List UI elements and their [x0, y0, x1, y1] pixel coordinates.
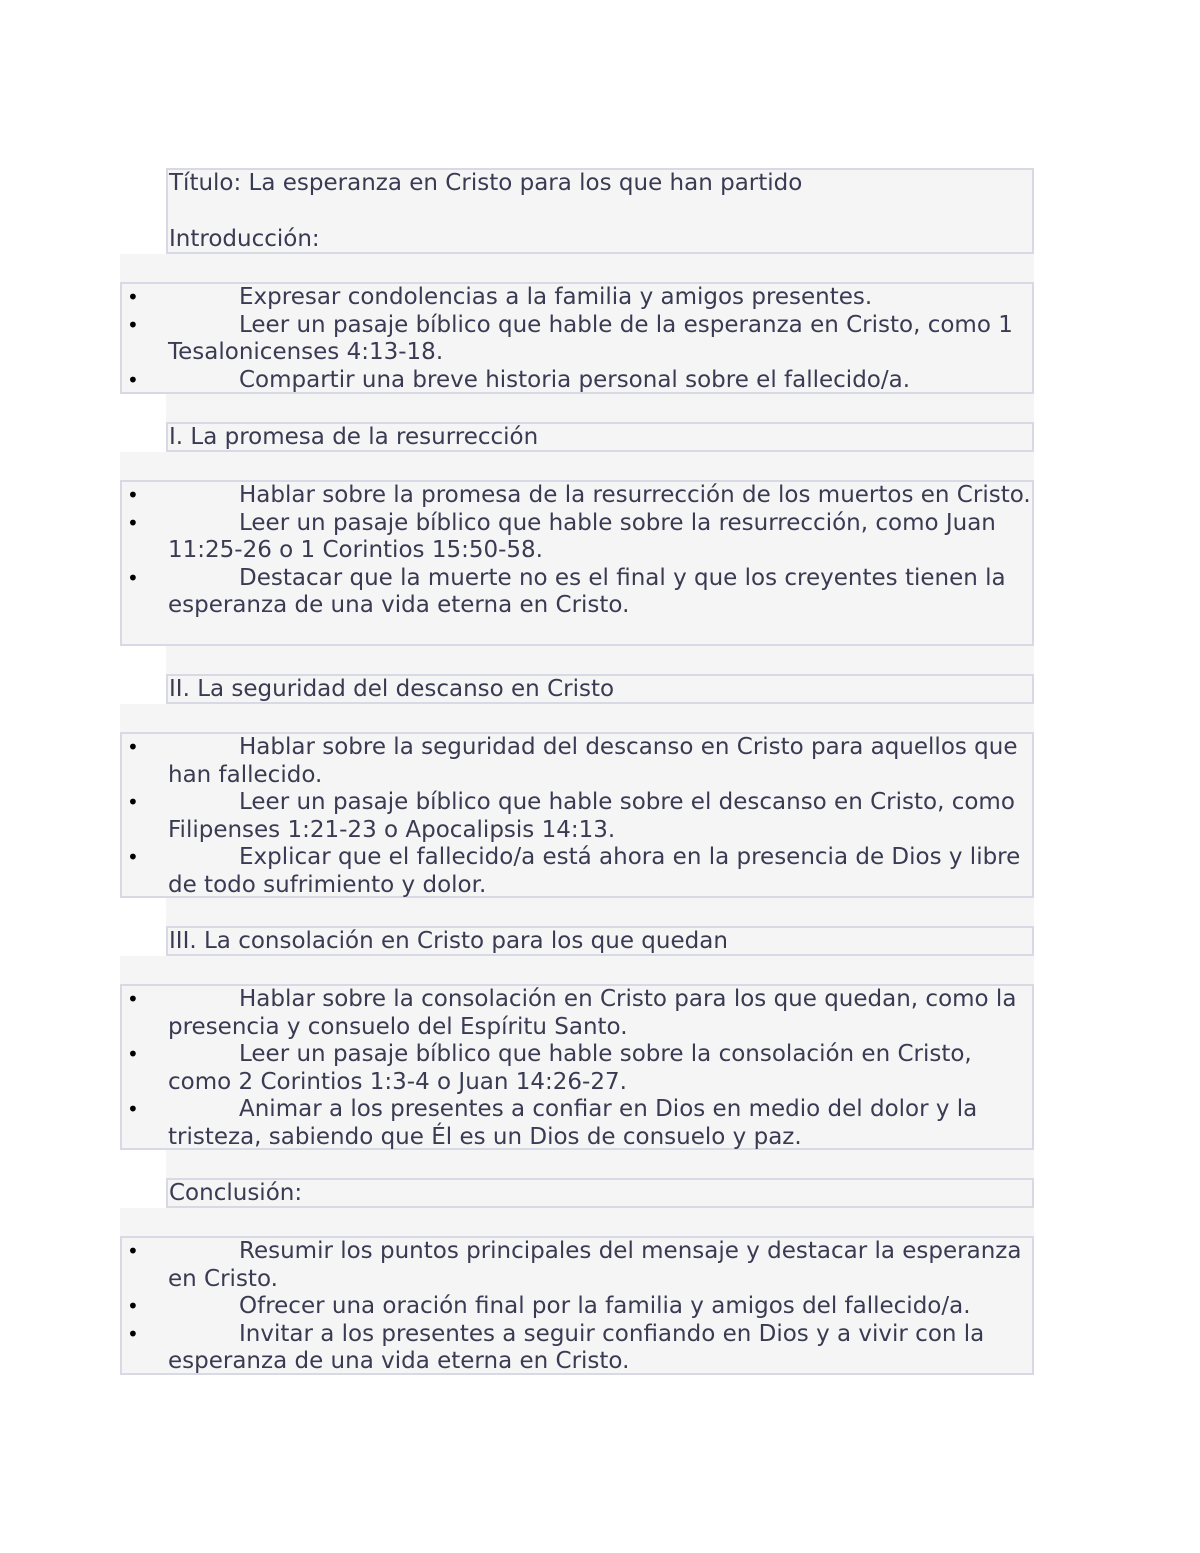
list-item: • Leer un pasaje bíblico que hable sobre la consolación en Cristo, como 2 Corintios 1:3-4 o Juan 14:26-27.: [127, 1041, 972, 1095]
section-1-list: [120, 480, 1034, 646]
section-heading-intro: Introducción:: [169, 226, 320, 252]
list-item: • Resumir los puntos principales del mensaje y destacar la esperanza en Cristo.: [127, 1238, 1022, 1292]
list-item: • Hablar sobre la promesa de la resurrección de los muertos en Cristo.: [127, 482, 1031, 508]
section-heading-3: III. La consolación en Cristo para los que quedan: [169, 928, 728, 954]
list-item: • Animar a los presentes a confiar en Dios en medio del dolor y la tristeza, sabiendo que Él es un Dios de consuelo y paz.: [127, 1096, 978, 1150]
list-item: • Leer un pasaje bíblico que hable de la esperanza en Cristo, como 1 Tesalonicenses 4:13-18.: [127, 311, 1013, 365]
bullet-icon: •: [127, 1294, 139, 1318]
bullet-icon: •: [127, 735, 139, 759]
list-item: • Hablar sobre la seguridad del descanso en Cristo para aquellos que han fallecido.: [127, 734, 1018, 788]
spacer: [120, 254, 1034, 282]
conclusion-list: [120, 1236, 1034, 1375]
list-item: • Leer un pasaje bíblico que hable sobre el descanso en Cristo, como Filipenses 1:21-23 o Apocalipsis 14:13.: [127, 789, 1015, 843]
list-item: • Expresar condolencias a la familia y amigos presentes.: [127, 284, 873, 310]
spacer: [120, 1208, 1034, 1236]
section-heading-box: [166, 422, 1034, 452]
spacer: [120, 452, 1034, 480]
bullet-icon: •: [127, 987, 139, 1011]
bullet-icon: •: [127, 1097, 139, 1121]
section-heading-box: [166, 1178, 1034, 1208]
bullet-icon: •: [127, 565, 139, 590]
section-heading-2: II. La seguridad del descanso en Cristo: [169, 676, 615, 702]
bullet-icon: •: [127, 510, 139, 535]
bullet-icon: •: [127, 845, 139, 869]
list-item: • Ofrecer una oración final por la familia y amigos del fallecido/a.: [127, 1293, 971, 1319]
spacer: [166, 1150, 1034, 1178]
spacer: [120, 704, 1034, 732]
title-box: [166, 168, 1034, 254]
intro-list: [120, 282, 1034, 394]
section-2-list: [120, 732, 1034, 898]
bullet-icon: •: [127, 312, 139, 337]
list-item: • Destacar que la muerte no es el final y que los creyentes tienen la esperanza de una vida eterna en Cristo.: [127, 564, 1006, 618]
bullet-icon: •: [127, 1042, 139, 1066]
spacer: [120, 956, 1034, 984]
spacer: [166, 898, 1034, 926]
document-title: Título: La esperanza en Cristo para los que han partido: [169, 170, 803, 196]
list-item: • Invitar a los presentes a seguir confiando en Dios y a vivir con la esperanza de una vida eterna en Cristo.: [127, 1320, 985, 1374]
bullet-icon: •: [127, 790, 139, 814]
bullet-icon: •: [127, 483, 139, 507]
section-heading-box: [166, 926, 1034, 956]
section-heading-box: [166, 674, 1034, 704]
bullet-icon: •: [127, 367, 139, 392]
list-item: • Explicar que el fallecido/a está ahora en la presencia de Dios y libre de todo sufrimiento y dolor.: [127, 844, 1021, 898]
list-item: • Leer un pasaje bíblico que hable sobre la resurrección, como Juan 11:25-26 o 1 Corintios 15:50-58.: [127, 509, 996, 563]
list-item: • Hablar sobre la consolación en Cristo para los que quedan, como la presencia y consuelo del Espíritu Santo.: [127, 986, 1017, 1040]
bullet-icon: •: [127, 1239, 139, 1263]
spacer: [166, 646, 1034, 674]
section-heading-1: I. La promesa de la resurrección: [169, 424, 539, 450]
section-3-list: [120, 984, 1034, 1150]
bullet-icon: •: [127, 1321, 139, 1346]
spacer: [166, 394, 1034, 422]
section-heading-conclusion: Conclusión:: [169, 1180, 303, 1206]
bullet-icon: •: [127, 285, 139, 309]
list-item: • Compartir una breve historia personal sobre el fallecido/a.: [127, 366, 911, 393]
